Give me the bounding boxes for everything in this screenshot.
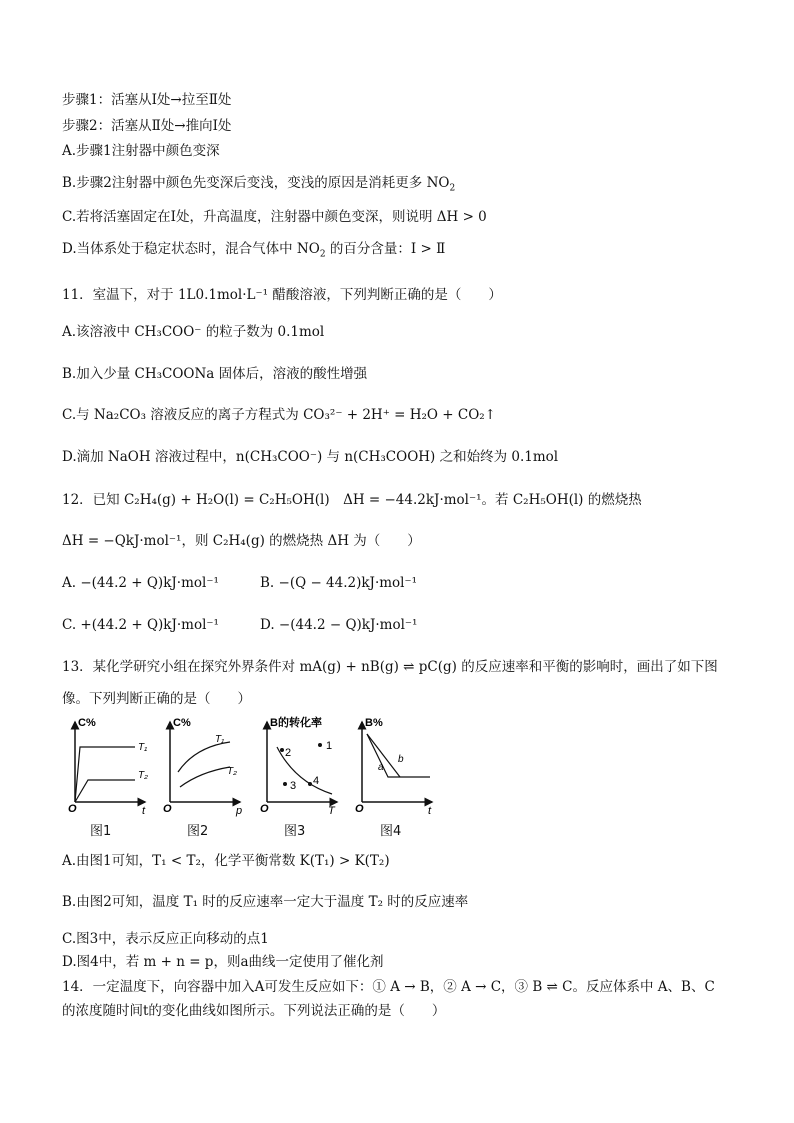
q13-option-d: D.图4中，若 m + n = p，则a曲线一定使用了催化剂 — [62, 954, 384, 970]
fig3-label-2: 2 — [285, 747, 292, 759]
q10-option-d-pre: D.当体系处于稳定状态时，混合气体中 NO — [62, 241, 320, 257]
fig1-y-label: C% — [78, 717, 96, 729]
fig3-x-label: T — [328, 805, 335, 817]
fig4-origin: O — [355, 803, 364, 815]
q10-option-d: D.当体系处于稳定状态时，混合气体中 $NO_2$ 的百分含量：Ⅰ > Ⅱ — [62, 241, 446, 260]
fig2-T1: T₁ — [215, 734, 225, 745]
q14-stem-line1: 14．一定温度下，向容器中加入A可发生反应如下：① A → B，② A → C，③ B ⇌ C。反应体系中 A、B、C — [62, 979, 715, 995]
fig4-y-label: B% — [365, 717, 383, 729]
fig2-origin: O — [163, 803, 172, 815]
q10-option-b-text: B.步骤2注射器中颜色先变深后变浅，变浅的原因是消耗更多 NO — [62, 175, 450, 191]
q10-option-d-post: 的百分含量：Ⅰ > Ⅱ — [325, 241, 446, 257]
q10-option-c: C.若将活塞固定在Ⅰ处，升高温度，注射器中颜色变深，则说明 ΔH > 0 — [62, 209, 487, 225]
fig3-point-3 — [283, 782, 287, 786]
fig1-origin: O — [68, 803, 77, 815]
fig1-T2: T₂ — [138, 770, 148, 781]
q11-stem: 11．室温下，对于 1L0.1mol·L⁻¹ 醋酸溶液，下列判断正确的是（ ） — [62, 287, 502, 303]
figure-4 — [355, 717, 432, 817]
q12-option-b: B. −(Q − 44.2)kJ·mol⁻¹ — [260, 575, 418, 591]
fig4-caption: 图4 — [380, 824, 402, 839]
figure-2 — [163, 717, 242, 817]
fig3-point-2 — [280, 748, 284, 752]
q12-stem-line1: 12．已知 C₂H₄(g) + H₂O(l) = C₂H₅OH(l) ΔH = −44.2kJ·mol⁻¹。若 C₂H₅OH(l) 的燃烧热 — [62, 492, 642, 508]
q11-option-d: D.滴加 NaOH 溶液过程中，n(CH₃COO⁻) 与 n(CH₃COOH) 之和始终为 0.1mol — [62, 449, 559, 465]
q13-stem-line2: 像。下列判断正确的是（ ） — [62, 691, 251, 707]
fig3-origin: O — [260, 803, 269, 815]
fig1-x-label: t — [142, 805, 146, 817]
fig1-caption: 图1 — [90, 824, 112, 839]
fig3-label-4: 4 — [313, 775, 320, 787]
q13-option-b: B.由图2可知，温度 T₁ 时的反应速率一定大于温度 T₂ 时的反应速率 — [62, 894, 469, 910]
q10-step1: 步骤1：活塞从Ⅰ处→拉至Ⅱ处 — [62, 92, 232, 108]
q10-step2: 步骤2：活塞从Ⅱ处→推向Ⅰ处 — [62, 118, 232, 134]
fig4-curve-b: b — [398, 754, 404, 765]
fig3-point-1 — [318, 743, 322, 747]
fig4-curve-a: a — [378, 762, 384, 773]
q10-option-b: B.步骤2注射器中颜色先变深后变浅，变浅的原因是消耗更多 $NO_2$ — [62, 175, 456, 194]
fig3-label-1: 1 — [326, 740, 333, 752]
figure-1 — [68, 717, 148, 817]
q13-option-a: A.由图1可知，T₁ < T₂，化学平衡常数 K(T₁) > K(T₂) — [62, 853, 390, 869]
q11-option-a: A.该溶液中 CH₃COO⁻ 的粒子数为 0.1mol — [62, 324, 325, 340]
q13-stem-line1: 13．某化学研究小组在探究外界条件对 mA(g) + nB(g) ⇌ pC(g) 的反应速率和平衡的影响时，画出了如下图 — [62, 659, 718, 675]
fig3-point-4 — [308, 782, 312, 786]
q12-option-a: A. −(44.2 + Q)kJ·mol⁻¹ — [62, 575, 219, 591]
q12-option-c: C. +(44.2 + Q)kJ·mol⁻¹ — [62, 617, 219, 633]
q11-option-b: B.加入少量 CH₃COONa 固体后，溶液的酸性增强 — [62, 366, 368, 382]
q13-option-c: C.图3中，表示反应正向移动的点1 — [62, 931, 269, 947]
fig1-T1: T₁ — [138, 742, 148, 753]
fig3-label-3: 3 — [290, 780, 297, 792]
fig2-T2: T₂ — [227, 766, 237, 777]
fig2-caption: 图2 — [187, 824, 209, 839]
q10-option-a: A.步骤1注射器中颜色变深 — [62, 143, 220, 159]
q11-option-c: C.与 Na₂CO₃ 溶液反应的离子方程式为 CO₃²⁻ + 2H⁺ = H₂O + CO₂↑ — [62, 407, 496, 423]
fig4-x-label: t — [428, 805, 432, 817]
fig3-y-label: B的转化率 — [270, 717, 322, 729]
fig2-x-label: p — [236, 805, 243, 817]
q13-figures — [60, 712, 450, 822]
q14-stem-line2: 的浓度随时间t的变化曲线如图所示。下列说法正确的是（ ） — [62, 1003, 446, 1019]
q12-option-d: D. −(44.2 − Q)kJ·mol⁻¹ — [260, 617, 418, 633]
q12-stem-line2: ΔH = −QkJ·mol⁻¹，则 C₂H₄(g) 的燃烧热 ΔH 为（ ） — [62, 533, 421, 549]
fig3-caption: 图3 — [284, 824, 306, 839]
fig2-y-label: C% — [173, 717, 191, 729]
figure-3 — [260, 715, 337, 817]
